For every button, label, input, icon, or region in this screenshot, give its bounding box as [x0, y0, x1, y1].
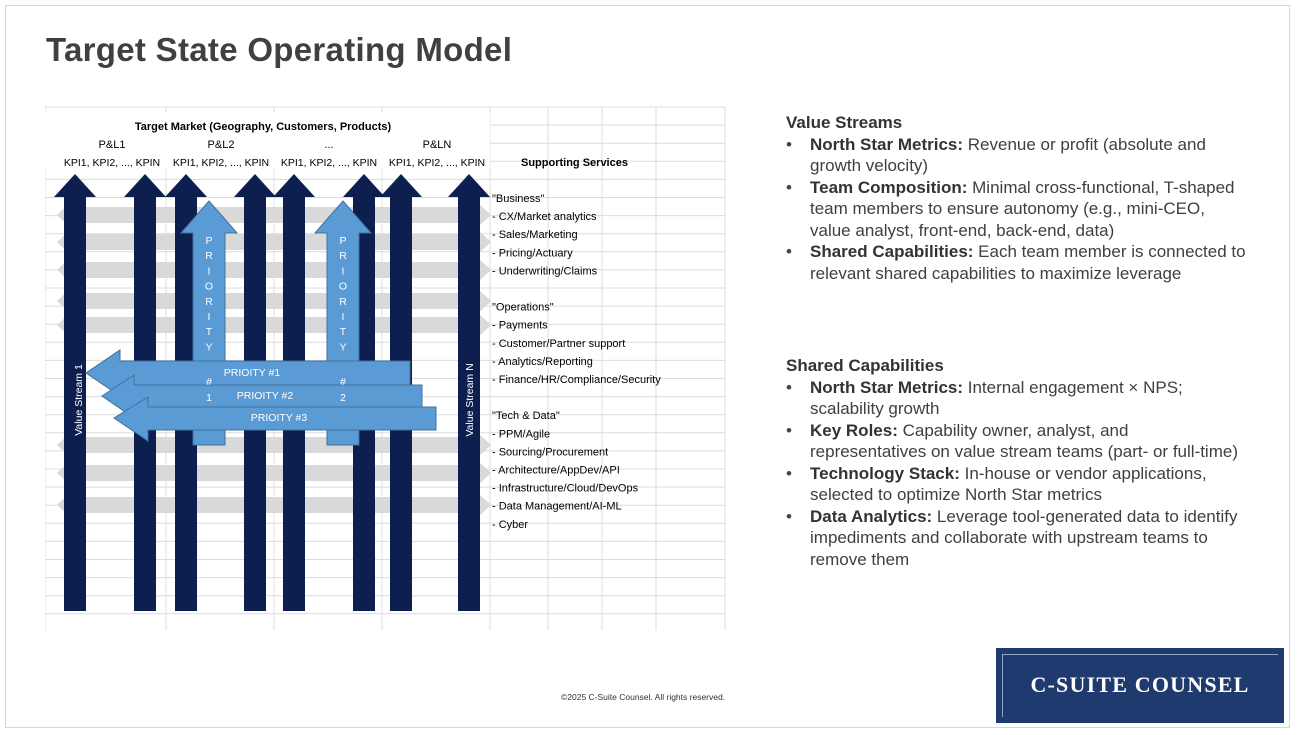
- page-title: Target State Operating Model: [46, 31, 513, 68]
- service-item: - Underwriting/Claims: [492, 265, 598, 278]
- service-item: "Tech & Data": [492, 410, 560, 423]
- priority-letter: P: [339, 235, 347, 247]
- sc-data-analytics-item: • Data Analytics: Leverage tool-generated data to identify impediments and collaborate with upstream teams to remove them: [786, 506, 1246, 571]
- priority-letter: I: [207, 265, 211, 278]
- priority-letter: I: [207, 311, 211, 323]
- copyright-footer: ©2025 C-Suite Counsel. All rights reserved.: [561, 692, 726, 702]
- priority-number-char: #: [340, 376, 346, 388]
- priority-letter: P: [205, 235, 213, 247]
- kpi-label-n: KPI1, KPI2, ..., KPIN: [388, 157, 486, 169]
- service-item: - Finance/HR/Compliance/Security: [492, 374, 661, 386]
- priority-letter: T: [205, 326, 213, 339]
- priority-letter: I: [341, 311, 345, 323]
- vs-team-composition-item: • Team Composition: Minimal cross-functional, T-shaped team members to ensure autonomy (e.g., mini-CEO, value analyst, front-end, back-end, data): [786, 177, 1246, 242]
- service-item: - Infrastructure/Cloud/DevOps: [492, 482, 639, 495]
- pl-label-3: ...: [324, 139, 334, 151]
- priority-3-label: PRIOITY #3: [250, 412, 308, 424]
- service-item: - Sales/Marketing: [492, 229, 578, 242]
- service-item: "Business": [492, 193, 545, 205]
- service-item: - CX/Market analytics: [492, 211, 597, 224]
- supporting-services-header: Supporting Services: [521, 157, 628, 169]
- priority-letter: T: [339, 326, 347, 339]
- priority-2-label: PRIOITY #2: [236, 390, 294, 402]
- service-item: - Sourcing/Procurement: [492, 446, 609, 459]
- sc-key-roles-item: • Key Roles: Capability owner, analyst, and representatives on value stream teams (part- or full-time): [786, 420, 1246, 463]
- operating-model-diagram: [45, 105, 735, 635]
- service-item: - Customer/Partner support: [492, 337, 626, 350]
- target-market-header: Target Market (Geography, Customers, Products): [134, 121, 392, 133]
- logo-text: C-SUITE COUNSEL: [1030, 672, 1250, 697]
- shared-capabilities-section: [786, 355, 1246, 570]
- priority-letter: R: [205, 250, 213, 263]
- value-streams-section: [786, 112, 1246, 284]
- sc-technology-stack-item: • Technology Stack: In-house or vendor applications, selected to optimize North Star metrics: [786, 463, 1246, 506]
- sc-north-star-item: • North Star Metrics: Internal engagement × NPS; scalability growth: [786, 377, 1246, 420]
- service-item: - Architecture/AppDev/API: [492, 464, 620, 477]
- priority-letter: O: [338, 280, 348, 293]
- kpi-label-1: KPI1, KPI2, ..., KPIN: [63, 157, 161, 169]
- priority-letter: Y: [339, 341, 347, 354]
- pl-label-1: P&L1: [98, 139, 126, 151]
- service-item: "Operations": [492, 301, 554, 314]
- vs-shared-capabilities-item: • Shared Capabilities: Each team member is connected to relevant shared capabilities to maximize leverage: [786, 241, 1246, 284]
- service-item: - Payments: [492, 319, 548, 332]
- priority-letter: R: [339, 250, 347, 263]
- supporting-services-list: [492, 193, 661, 531]
- vs-north-star-item: • North Star Metrics: Revenue or profit (absolute and growth velocity): [786, 134, 1246, 177]
- service-item: - Data Management/AI-ML: [492, 500, 622, 513]
- priority-letter: I: [341, 265, 345, 278]
- pl-label-2: P&L2: [207, 139, 235, 151]
- kpi-label-2: KPI1, KPI2, ..., KPIN: [172, 157, 270, 169]
- service-item: - Pricing/Actuary: [492, 247, 573, 260]
- priority-number-char: 1: [206, 392, 212, 404]
- value-streams-heading: Value Streams: [786, 113, 903, 132]
- company-logo: [996, 648, 1284, 723]
- service-item: - Cyber: [492, 518, 529, 531]
- priority-letter: O: [204, 280, 214, 293]
- priority-letter: R: [205, 295, 213, 308]
- service-item: - Analytics/Reporting: [492, 355, 593, 368]
- priority-number-char: #: [206, 376, 212, 388]
- value-stream-n-label: Value Stream N: [464, 363, 476, 437]
- value-stream-1-label: Value Stream 1: [73, 364, 85, 436]
- priority-letter: Y: [205, 341, 213, 354]
- pl-label-n: P&LN: [422, 139, 452, 151]
- priority-number-char: 2: [340, 392, 346, 404]
- shared-capabilities-heading: Shared Capabilities: [786, 356, 944, 375]
- kpi-label-3: KPI1, KPI2, ..., KPIN: [280, 157, 378, 169]
- priority-letter: R: [339, 295, 347, 308]
- service-item: - PPM/Agile: [492, 428, 551, 441]
- priority-1-label: PRIOITY #1: [223, 367, 281, 379]
